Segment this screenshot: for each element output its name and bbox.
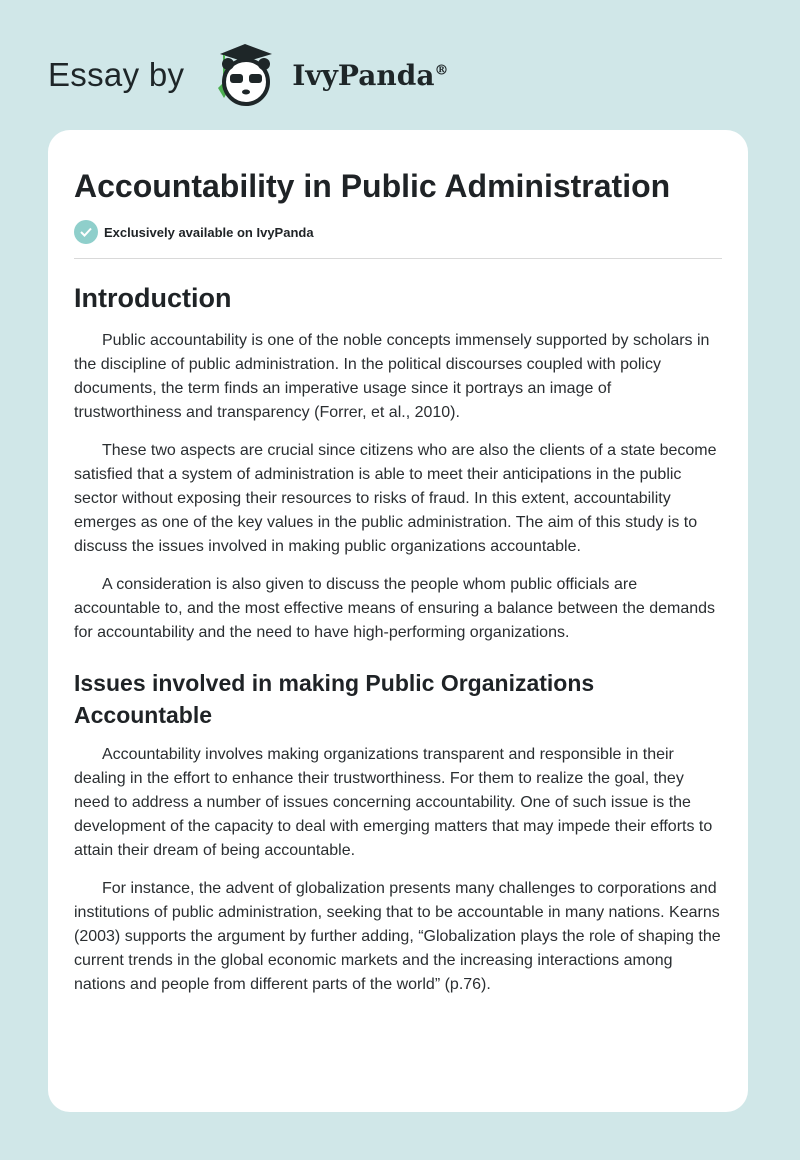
paragraph: Public accountability is one of the noble concepts immensely supported by scholars in the discipline of public administration. In the political discourses coupled with policy documents, the term finds an imperative usage since it portrays an image of trustworthiness and transparency (Forrer, et al., 2010). — [74, 332, 710, 421]
section-heading: Issues involved in making Public Organizations Accountable — [74, 670, 595, 728]
page-title: Accountability in Public Administration — [74, 168, 671, 204]
badge-label: Exclusively available on IvyPanda — [104, 224, 314, 240]
ivypanda-logo-text: IvyPanda® — [292, 58, 449, 92]
paragraph: A consideration is also given to discuss the people whom public officials are accountable to, and the most effective means of ensuring a balance between the demands for accountability and the need to have high-performing organizations. — [74, 576, 716, 641]
paragraph: These two aspects are crucial since citizens who are also the clients of a state become satisfied that a system of administration is able to meet their anticipations in the public sector without exposing their resources to risks of fraud. In this extent, accountability emerges as one of the key values in the public administration. The aim of this study is to discuss the issues involved in making public organizations accountable. — [74, 442, 717, 555]
check-icon — [74, 220, 98, 244]
brand-header — [48, 40, 448, 110]
essay-card — [48, 130, 748, 1112]
panda-logo-icon — [200, 40, 290, 110]
exclusive-badge — [74, 220, 722, 244]
section-heading: Introduction — [74, 283, 232, 313]
essay-by-label: Essay by — [48, 56, 185, 93]
paragraph: Accountability involves making organizations transparent and responsible in their dealing in the effort to enhance their trustworthiness. For them to realize the goal, they need to address a number of issues concerning accountability. One of such issue is the development of the capacity to deal with emerging matters that may impede their efforts to attain their dream of being accountable. — [74, 746, 713, 859]
divider — [74, 258, 722, 259]
paragraph: For instance, the advent of globalization presents many challenges to corporations and institutions of public administration, seeking that to be accountable in many nations. Kearns (2003) supports the argument by further adding, “Globalization plays the role of shaping the current trends in the global economic markets and the increasing interactions among nations and people from different parts of the world” (p.76). — [74, 880, 721, 993]
